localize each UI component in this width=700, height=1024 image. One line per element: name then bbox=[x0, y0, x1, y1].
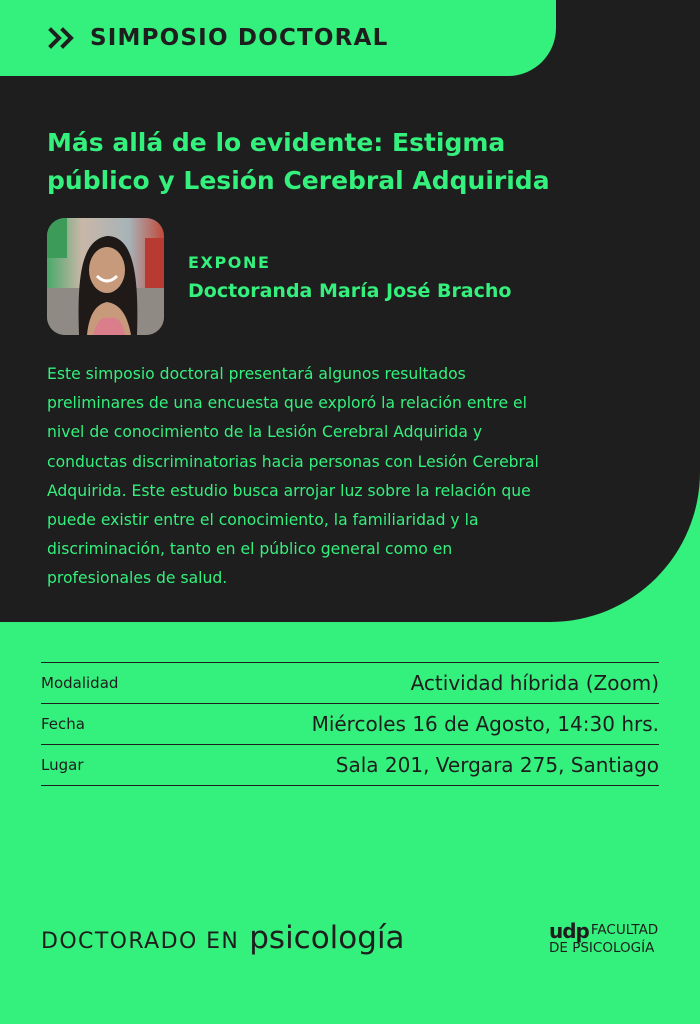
detail-label: Fecha bbox=[41, 715, 85, 733]
presenter-photo bbox=[47, 218, 164, 335]
double-chevron-right-icon bbox=[48, 27, 76, 49]
detail-row-modalidad bbox=[41, 663, 659, 704]
detail-row-lugar bbox=[41, 745, 659, 786]
event-title: Más allá de lo evidente: Estigma público y Lesión Cerebral Adquirida bbox=[47, 128, 550, 195]
program-name bbox=[41, 920, 405, 956]
event-details-table bbox=[41, 662, 659, 786]
presenter-name: Doctoranda María José Bracho bbox=[188, 280, 512, 302]
header-banner bbox=[0, 0, 556, 76]
udp-faculty-logo bbox=[549, 919, 659, 956]
header-title: SIMPOSIO DOCTORAL bbox=[90, 25, 389, 51]
event-description: Este simposio doctoral presentará algunos resultados preliminares de una encuesta que exploró la relación entre el nivel de conocimiento de la Lesión Cerebral Adquirida y conductas discriminatorias hacia personas con Lesión Cerebral Adquirida. Este estudio busca arrojar luz sobre la relación que puede existir entre el conocimiento, la familiaridad y la discriminación, tanto en el público general como en profesionales de salud. bbox=[47, 365, 539, 588]
program-prefix: DOCTORADO EN bbox=[41, 929, 240, 954]
detail-value: Actividad híbrida (Zoom) bbox=[410, 671, 659, 695]
detail-value: Miércoles 16 de Agosto, 14:30 hrs. bbox=[311, 712, 659, 736]
presenter-label: EXPONE bbox=[188, 253, 271, 272]
faculty-line1: FACULTAD bbox=[590, 922, 659, 938]
presenter-block bbox=[188, 253, 511, 302]
udp-logo: udp bbox=[549, 919, 589, 943]
detail-row-fecha bbox=[41, 704, 659, 745]
faculty-line2: DE PSICOLOGÍA bbox=[549, 940, 655, 956]
detail-value: Sala 201, Vergara 275, Santiago bbox=[335, 753, 659, 777]
detail-label: Modalidad bbox=[41, 674, 119, 692]
detail-label: Lugar bbox=[41, 756, 84, 774]
program-discipline: psicología bbox=[249, 920, 405, 956]
